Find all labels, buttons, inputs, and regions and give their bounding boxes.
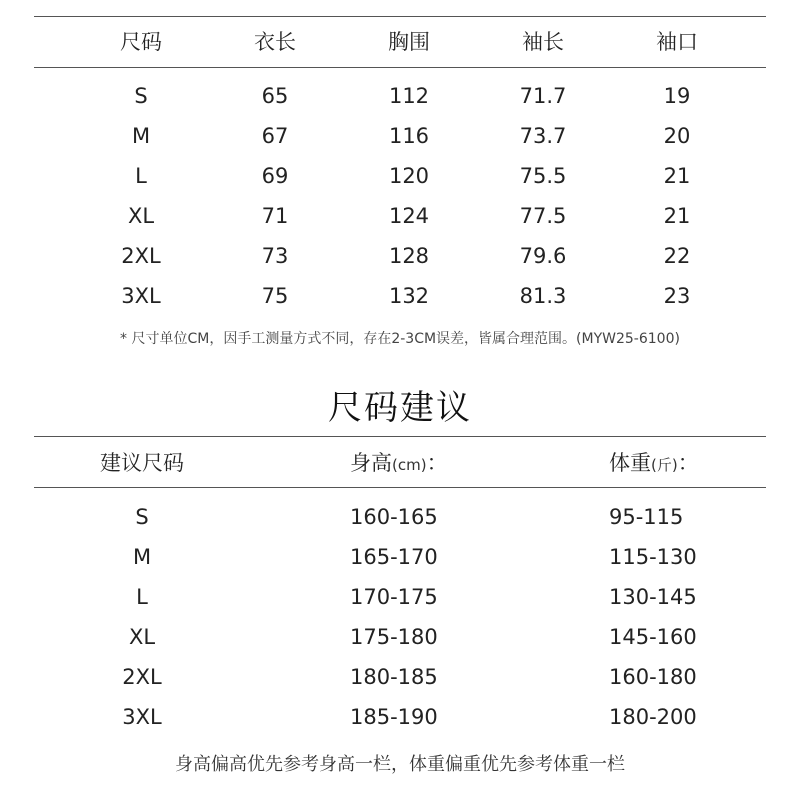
cell-cuff: 23 <box>663 284 691 308</box>
header-size: 尺码 <box>120 30 162 54</box>
cell-sleeve-length: 79.6 <box>519 244 567 268</box>
table-header-divider <box>34 67 766 68</box>
cell-cuff: 20 <box>663 124 691 148</box>
cell-length: 73 <box>261 244 289 268</box>
table-row <box>34 76 766 116</box>
header-height-label: 身高 <box>350 451 392 475</box>
cell-height-range: 170-175 <box>350 585 438 609</box>
cell-length: 65 <box>261 84 289 108</box>
cell-length: 75 <box>261 284 289 308</box>
cell-size: 2XL <box>121 244 161 268</box>
cell-suggested-size: XL <box>128 625 156 649</box>
cell-size: S <box>134 84 148 108</box>
recommendation-top-border <box>34 436 766 437</box>
cell-weight-range: 95-115 <box>609 505 684 529</box>
recommendation-header-row <box>34 443 766 483</box>
recommendation-footer-note: 身高偏高优先参考身高一栏，体重偏重优先参考体重一栏 <box>175 754 625 775</box>
header-weight-unit: (斤) <box>651 456 678 474</box>
cell-cuff: 19 <box>663 84 691 108</box>
table-row <box>34 617 766 657</box>
cell-weight-range: 130-145 <box>609 585 697 609</box>
cell-size: M <box>131 124 151 148</box>
cell-chest: 128 <box>388 244 430 268</box>
header-height-unit: (cm) <box>392 456 427 474</box>
cell-suggested-size: M <box>132 545 152 569</box>
header-weight <box>609 443 769 483</box>
cell-cuff: 22 <box>663 244 691 268</box>
cell-chest: 132 <box>388 284 430 308</box>
size-table-header-row <box>34 22 766 62</box>
header-weight-colon: ： <box>677 451 699 475</box>
table-row <box>34 537 766 577</box>
cell-sleeve-length: 71.7 <box>519 84 567 108</box>
cell-cuff: 21 <box>663 164 691 188</box>
table-row <box>34 156 766 196</box>
table-row <box>34 497 766 537</box>
cell-height-range: 185-190 <box>350 705 438 729</box>
table-row <box>34 196 766 236</box>
cell-chest: 124 <box>388 204 430 228</box>
header-suggested-size: 建议尺码 <box>100 451 184 475</box>
header-length: 衣长 <box>254 30 296 54</box>
cell-weight-range: 180-200 <box>609 705 697 729</box>
cell-suggested-size: 2XL <box>122 665 162 689</box>
cell-weight-range: 160-180 <box>609 665 697 689</box>
cell-sleeve-length: 77.5 <box>519 204 567 228</box>
recommendation-title: 尺码建议 <box>328 388 472 428</box>
cell-height-range: 165-170 <box>350 545 438 569</box>
cell-cuff: 21 <box>663 204 691 228</box>
cell-height-range: 180-185 <box>350 665 438 689</box>
cell-height-range: 175-180 <box>350 625 438 649</box>
cell-sleeve-length: 81.3 <box>519 284 567 308</box>
cell-chest: 116 <box>388 124 430 148</box>
table-row <box>34 236 766 276</box>
header-height <box>350 443 550 483</box>
cell-chest: 112 <box>388 84 430 108</box>
cell-chest: 120 <box>388 164 430 188</box>
table-row <box>34 577 766 617</box>
cell-suggested-size: L <box>136 585 148 609</box>
measurement-note: * 尺寸单位CM，因手工测量方式不同，存在2-3CM误差，皆属合理范围。(MYW25-6100) <box>120 331 680 347</box>
table-row <box>34 657 766 697</box>
table-row <box>34 697 766 737</box>
cell-size: 3XL <box>121 284 161 308</box>
header-height-colon: ： <box>426 451 448 475</box>
cell-length: 69 <box>261 164 289 188</box>
header-sleeve-length: 袖长 <box>522 30 564 54</box>
cell-weight-range: 115-130 <box>609 545 697 569</box>
header-cuff: 袖口 <box>656 30 698 54</box>
header-weight-label: 体重 <box>609 451 651 475</box>
cell-length: 71 <box>261 204 289 228</box>
header-chest: 胸围 <box>388 30 430 54</box>
cell-size: XL <box>127 204 155 228</box>
table-row <box>34 116 766 156</box>
table-row <box>34 276 766 316</box>
cell-sleeve-length: 75.5 <box>519 164 567 188</box>
cell-height-range: 160-165 <box>350 505 438 529</box>
table-top-border <box>34 16 766 17</box>
cell-size: L <box>135 164 147 188</box>
cell-suggested-size: 3XL <box>122 705 162 729</box>
cell-suggested-size: S <box>135 505 149 529</box>
cell-weight-range: 145-160 <box>609 625 697 649</box>
cell-length: 67 <box>261 124 289 148</box>
cell-sleeve-length: 73.7 <box>519 124 567 148</box>
recommendation-header-divider <box>34 487 766 488</box>
